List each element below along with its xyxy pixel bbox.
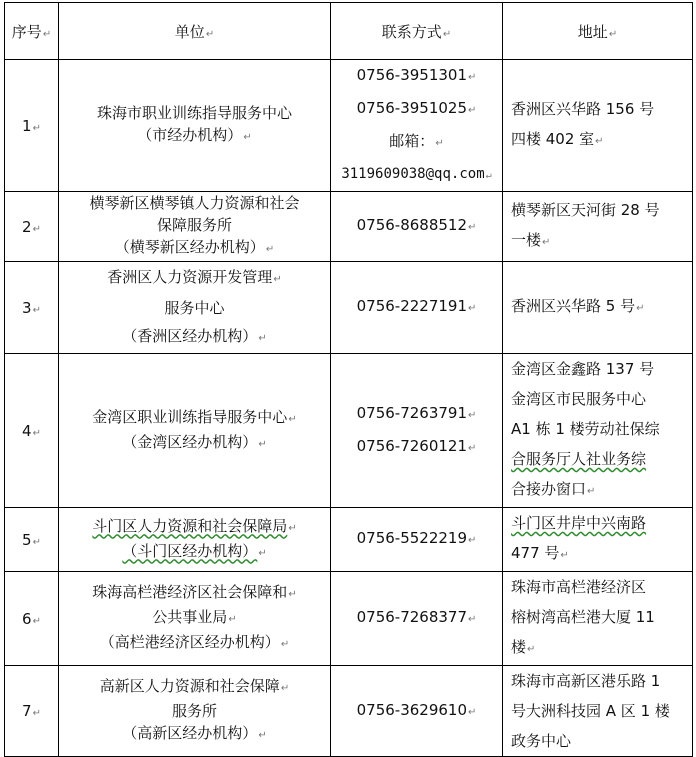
header-row bbox=[5, 3, 693, 60]
unit-cell: 珠海高栏港经济区社会保障和↵ 公共事业局↵ （高栏港经济区经办机构）↵ bbox=[59, 572, 331, 666]
header-contact: 联系方式↵ bbox=[331, 3, 503, 60]
header-unit: 单位↵ bbox=[59, 3, 331, 60]
contact-cell: 0756-2227191↵ bbox=[331, 262, 503, 354]
row-number: 4↵ bbox=[5, 354, 59, 508]
contact-cell: 0756-3629610↵ bbox=[331, 666, 503, 757]
table-row bbox=[5, 354, 693, 508]
table-row bbox=[5, 666, 693, 757]
address-cell: 珠海市高栏港经济区 榕树湾高栏港大厦 11 楼↵ bbox=[503, 572, 693, 666]
row-number: 1↵ bbox=[5, 60, 59, 192]
contact-cell: 0756-8688512↵ bbox=[331, 192, 503, 262]
table-row bbox=[5, 262, 693, 354]
address-cell: 斗门区井岸中兴南路 477 号↵ bbox=[503, 508, 693, 572]
address-cell: 横琴新区天河街 28 号 一楼↵ bbox=[503, 192, 693, 262]
unit-cell: 香洲区人力资源开发管理↵ 服务中心 （香洲区经办机构）↵ bbox=[59, 262, 331, 354]
address-cell: 金湾区金鑫路 137 号 金湾区市民服务中心 A1 栋 1 楼劳动社保综 合服务厅人社业务综 合接办窗口↵ bbox=[503, 354, 693, 508]
row-number: 7↵ bbox=[5, 666, 59, 757]
table-row bbox=[5, 192, 693, 262]
unit-cell: 金湾区职业训练指导服务中心↵ （金湾区经办机构）↵ bbox=[59, 354, 331, 508]
row-number: 3↵ bbox=[5, 262, 59, 354]
contact-cell: 0756-5522219↵ bbox=[331, 508, 503, 572]
row-number: 6↵ bbox=[5, 572, 59, 666]
header-address: 地址↵ bbox=[503, 3, 693, 60]
unit-cell: 横琴新区横琴镇人力资源和社会 保障服务所 （横琴新区经办机构）↵ bbox=[59, 192, 331, 262]
table-row bbox=[5, 508, 693, 572]
unit-cell: 高新区人力资源和社会保障↵ 服务所 （高新区经办机构）↵ bbox=[59, 666, 331, 757]
contact-cell: 0756-3951301↵ 0756-3951025↵ 邮箱：↵ 3119609038@qq.com↵ bbox=[331, 60, 503, 192]
row-number: 2↵ bbox=[5, 192, 59, 262]
row-number: 5↵ bbox=[5, 508, 59, 572]
unit-cell: 珠海市职业训练指导服务中心 （市经办机构）↵ bbox=[59, 60, 331, 192]
address-cell: 香洲区兴华路 5 号↵ bbox=[503, 262, 693, 354]
address-cell: 香洲区兴华路 156 号 四楼 402 室↵ bbox=[503, 60, 693, 192]
unit-cell: 斗门区人力资源和社会保障局↵ （斗门区经办机构）↵ bbox=[59, 508, 331, 572]
contact-table bbox=[4, 2, 693, 757]
contact-cell: 0756-7268377↵ bbox=[331, 572, 503, 666]
address-cell: 珠海市高新区港乐路 1 号大洲科技园 A 区 1 楼 政务中心 bbox=[503, 666, 693, 757]
email-link[interactable]: 3119609038@qq.com bbox=[341, 166, 485, 182]
contact-cell: 0756-7263791↵ 0756-7260121↵ bbox=[331, 354, 503, 508]
table-row bbox=[5, 572, 693, 666]
header-no: 序号↵ bbox=[5, 3, 59, 60]
table-row bbox=[5, 60, 693, 192]
